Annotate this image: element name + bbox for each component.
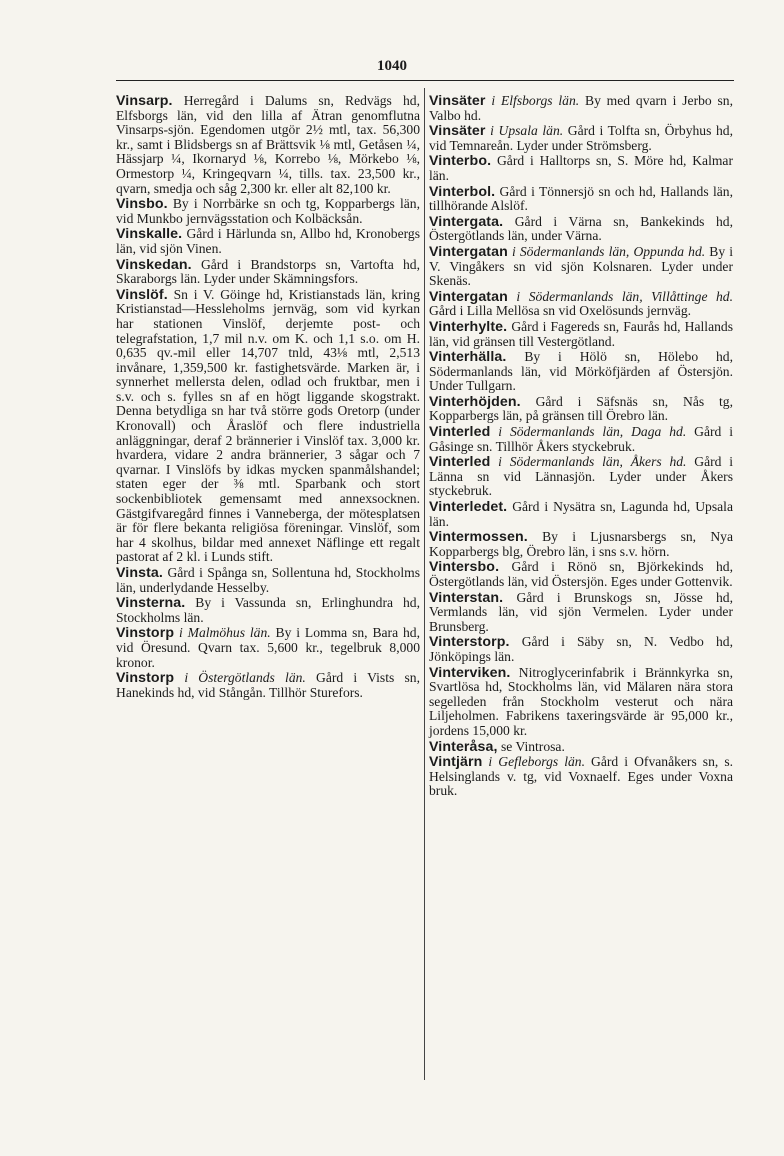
entry-headword: Vinsarp. — [116, 93, 173, 109]
right-column — [429, 94, 733, 800]
left-column — [116, 94, 420, 701]
entry-text: Nitroglycerinfabrik i Brännkyrka sn, Svartlösa hd, Stockholms län, vid Mälaren nära stora segelleden från Stockholm vesterut och nära Liljeholmen. Fabrikens taxeringsvärde är 95,000 kr., jordens 15,000 kr. — [429, 664, 733, 738]
entry-headword: Vinsäter — [429, 93, 486, 109]
dictionary-entry — [429, 154, 733, 183]
dictionary-entry — [429, 215, 733, 244]
entry-location: i Upsala län. — [490, 123, 564, 139]
dictionary-entry — [116, 227, 420, 256]
entry-text: Gård i Brunskogs sn, Jösse hd, Vermlands län, vid sjön Vermelen. Lyder under Brunsberg. — [429, 589, 734, 634]
entry-headword: Vinterhöjden. — [429, 393, 521, 410]
entry-text: Sn i V. Göinge hd, Kristianstads län, kring Kristianstad—Hessleholms jernväg, som vid kyrkan har stationen Vinslöf, derjemte post- och telegrafstation, 1,7 mil n.v. om K. och 1,1 s.o. om H. 0,635 qv.-mil eller 14,707 tnld, 43⅛ mtl, 2,513 invånare, 1,359,500 kr. fastighetsvärde. Marken är, i synnerhet mellersta delen, odlad och fruktbar, men i s.v. och s. fylles sn af en högt liggande skogstrakt. Denna betydliga sn har två större gods Oretorp (under Kronovall) och Åraslöf och flere industriella anläggningar, deraf 2 brännerier i Vinslöf tax. 3,000 kr. hvardera, vidare 2 andra brännerier, 3 sågar och 7 qvarnar. I Vinslöfs by idkas mycken spanmålshandel; staten eger der ⅜ mtl. Sparbank och stort sockenbibliotek gemensamt med annexsocknen. Gästgifvaregård finnes i Vanneberga, der mötesplatsen är för flere bekanta religiösa föreningar. Vinslöf, som har 4 skolhus, bildar med annexet Näflinge ett regalt pastorat af 2 kl. i Lunds stift. — [116, 286, 420, 565]
entry-headword: Vinterled — [429, 424, 491, 441]
dictionary-entry — [429, 455, 733, 499]
entry-text: Gård i Lilla Mellösa sn vid Oxelösunds jernväg. — [429, 303, 692, 319]
dictionary-entry — [116, 197, 420, 226]
entry-text: By i Ljusnarsbergs sn, Nya Kopparbergs blg, Örebro län, i sns s.v. hörn. — [429, 529, 733, 559]
entry-text: Gård i Vists sn, Hanekinds hd, vid Stångån. Tillhör Sturefors. — [116, 670, 420, 700]
entry-headword: Vinslöf. — [116, 286, 168, 303]
entry-text: Gård i Fagereds sn, Faurås hd, Hallands län, vid gränsen till Vestergötland. — [429, 318, 733, 349]
dictionary-entry — [429, 185, 733, 214]
entry-headword: Vinterstorp. — [429, 634, 510, 651]
entry-headword: Vinterbo. — [429, 153, 492, 170]
entry-headword: Vinterhälla. — [429, 349, 507, 366]
dictionary-entry — [429, 425, 733, 454]
page-number: 1040 — [377, 58, 407, 74]
entry-headword: Vintjärn — [429, 754, 483, 771]
entry-headword: Vinterhylte. — [429, 318, 508, 335]
entry-text: Gård i Rönö sn, Björkekinds hd, Östergötlands län, vid Östersjön. Eges under Gottenvik. — [429, 559, 733, 589]
dictionary-entry — [429, 290, 733, 319]
dictionary-entry — [429, 124, 733, 153]
entry-headword: Vintermossen. — [429, 529, 528, 546]
dictionary-entry — [429, 245, 733, 289]
dictionary-entry — [116, 671, 420, 700]
entry-headword: Vinterviken. — [429, 664, 511, 681]
entry-text: By i Norrbärke sn och tg, Kopparbergs län, vid Munkbo jernvägsstation och Kolbäcksån. — [116, 196, 420, 226]
dictionary-entry — [429, 635, 733, 664]
dictionary-entry — [429, 94, 733, 123]
entry-text: Gård i Spånga sn, Sollentuna hd, Stockholms län, underlydande Hesselby. — [116, 565, 420, 595]
header-rule — [116, 80, 734, 81]
entry-headword: Vintergatan — [429, 243, 508, 260]
entry-headword: Vintergata. — [429, 213, 504, 230]
entry-text: By i Hölö sn, Hölebo hd, Södermanlands län, vid Mörköfjärden af Östersjön. Under Tullgarn. — [429, 349, 733, 394]
entry-headword: Vinsta. — [116, 565, 163, 581]
entry-text: Gård i Härlunda sn, Allbo hd, Kronobergs län, vid sjön Vinen. — [116, 226, 420, 256]
dictionary-entry — [116, 288, 420, 565]
entry-text: Gård i Brandstorps sn, Vartofta hd, Skaraborgs län. Lyder under Skämningsfors. — [116, 256, 420, 287]
entry-headword: Vintersbo. — [429, 559, 500, 576]
dictionary-entry — [116, 596, 420, 625]
dictionary-entry — [116, 626, 420, 670]
dictionary-entry — [116, 94, 420, 196]
entry-location: i Södermanlands län, Oppunda hd. — [512, 243, 706, 259]
entry-location: i Södermanlands län, Villåttinge hd. — [516, 288, 734, 304]
entry-location: i Östergötlands län. — [184, 670, 306, 686]
entry-headword: Vinstorp — [116, 670, 175, 687]
entry-text: Gård i Nysätra sn, Lagunda hd, Upsala län. — [429, 499, 733, 529]
entry-text: By i Lomma sn, Bara hd, vid Öresund. Qvarn tax. 5,600 kr., tegelbruk 8,000 kronor. — [116, 625, 420, 670]
entry-text: se Vintrosa. — [500, 738, 565, 754]
entry-headword: Vinstorp — [116, 625, 175, 642]
dictionary-entry — [429, 740, 733, 755]
entry-text: Gård i Värna sn, Bankekinds hd, Östergötlands län, under Värna. — [429, 213, 733, 244]
dictionary-entry — [116, 258, 420, 287]
dictionary-entry — [429, 500, 733, 529]
dictionary-entry — [429, 666, 733, 739]
entry-text: Gård i Tolfta sn, Örbyhus hd, vid Temnareån. Lyder under Strömsberg. — [429, 123, 733, 153]
dictionary-entry — [429, 755, 733, 799]
entry-text: By i Vassunda sn, Erlinghundra hd, Stockholms län. — [116, 595, 420, 625]
entry-text: Gård i Gåsinge sn. Tillhör Åkers styckebruk. — [429, 424, 733, 454]
dictionary-entry — [429, 560, 733, 589]
entry-headword: Vinskalle. — [116, 226, 183, 243]
entry-headword: Vintergatan — [429, 288, 508, 305]
entry-headword: Vinsbo. — [116, 196, 168, 213]
entry-text: By i V. Vingåkers sn vid sjön Kolsnaren. Lyder under Skenäs. — [429, 243, 733, 289]
dictionary-entry — [429, 350, 733, 394]
entry-headword: Vinteråsa, — [429, 738, 498, 755]
entry-headword: Vinterledet. — [429, 499, 508, 516]
entry-headword: Vinterled — [429, 454, 491, 471]
entry-location: i Gefleborgs län. — [488, 754, 585, 770]
entry-text: Gård i Länna sn vid Lännasjön. Lyder under Åkers styckebruk. — [429, 454, 733, 499]
entry-headword: Vinskedan. — [116, 256, 192, 273]
column-divider — [424, 88, 425, 1080]
entry-location: i Södermanlands län, Daga hd. — [498, 424, 687, 440]
entry-text: Gård i Tönnersjö sn och hd, Hallands län, tillhörande Alslöf. — [429, 183, 733, 214]
entry-headword: Vinterbol. — [429, 183, 496, 200]
dictionary-entry — [429, 591, 733, 635]
entry-location: i Malmöhus län. — [178, 625, 271, 641]
entry-text: By med qvarn i Jerbo sn, Valbo hd. — [429, 93, 734, 123]
dictionary-entry — [429, 530, 733, 559]
entry-text: Gård i Säfsnäs sn, Nås tg, Kopparbergs län, på gränsen till Örebro län. — [429, 393, 733, 424]
entry-location: i Södermanlands län, Åkers hd. — [498, 454, 687, 470]
entry-text: Herregård i Dalums sn, Redvägs hd, Elfsborgs län, vid den lilla af Ätran genomflutna Vinsarps-sjön. Egendomen utgör 2½ mtl, tax. 56,300 kr., samt i Blidsbergs sn af Brättsvik ⅛ mtl, Getåsen ¼, Hässjarp ¼, Ikornaryd ⅛, Korrebo ⅛, Mörkebo ⅛, Ormestorp ¼, Kringeqvarn ¼, tills. tax. 23,500 kr., qvarn, smedja och såg 2,300 kr. eller alt 82,100 kr. — [116, 93, 420, 196]
entry-headword: Vinsterna. — [116, 595, 186, 612]
dictionary-entry — [429, 395, 733, 424]
entry-text: Gård i Halltorps sn, S. Möre hd, Kalmar län. — [429, 153, 733, 183]
entry-text: Gård i Säby sn, N. Vedbo hd, Jönköpings län. — [429, 634, 733, 664]
entry-text: Gård i Ofvanåkers sn, s. Helsinglands v. tg, vid Voxnaelf. Eges under Voxna bruk. — [429, 754, 734, 799]
dictionary-entry — [429, 320, 733, 349]
dictionary-entry — [116, 566, 420, 595]
entry-location: i Elfsborgs län. — [491, 93, 580, 108]
entry-headword: Vinsäter — [429, 123, 486, 140]
entry-headword: Vinterstan. — [429, 589, 504, 606]
